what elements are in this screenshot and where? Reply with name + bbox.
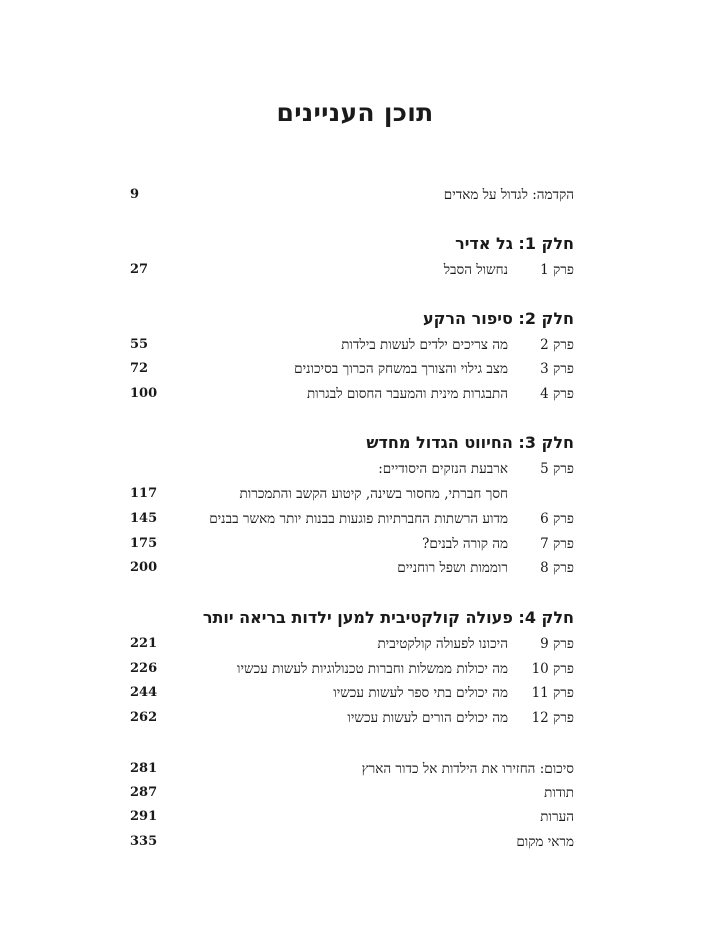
toc-entry-text: רוממות ושפל רוחניים — [397, 560, 508, 576]
toc-entry-text: ארבעת הנזקים היסודיים: — [378, 461, 508, 477]
toc-page-number: 117 — [130, 486, 158, 501]
toc-page-number: 55 — [130, 337, 149, 352]
toc-entry-text: מה יכולים הורים לעשות עכשיו — [347, 710, 508, 726]
chapter-label: פרק 9 — [540, 636, 574, 652]
toc-page-number: 226 — [130, 661, 158, 676]
toc-entry-references[interactable] — [130, 831, 574, 853]
part-heading-2[interactable]: חלק 2: סיפור הרקע — [422, 309, 574, 328]
chapter-label: פרק 2 — [540, 337, 574, 353]
toc-entry-chapter-3[interactable] — [130, 358, 574, 380]
part-heading-1[interactable]: חלק 1: גל אדיר — [455, 234, 574, 253]
toc-entry-text: הקדמה: לגדול על מאדים — [443, 187, 574, 203]
toc-entry-chapter-8[interactable] — [130, 557, 574, 579]
toc-entry-notes[interactable] — [130, 806, 574, 828]
toc-entry-chapter-5[interactable] — [134, 458, 574, 480]
toc-page-number: 72 — [130, 361, 149, 376]
toc-page-number: 145 — [130, 511, 158, 526]
chapter-label: פרק 7 — [540, 536, 574, 552]
chapter-label: פרק 6 — [540, 511, 574, 527]
toc-page-number: 287 — [130, 785, 158, 800]
toc-page-number: 335 — [130, 834, 158, 849]
toc-page-number: 262 — [130, 710, 158, 725]
toc-page-number: 100 — [130, 386, 158, 401]
toc-entry-chapter-4[interactable] — [130, 383, 574, 405]
toc-entry-text: מה קורה לבנים? — [422, 536, 508, 552]
toc-entry-chapter-7[interactable] — [130, 533, 574, 555]
toc-entry-acknowledgments[interactable] — [130, 782, 574, 804]
toc-entry-chapter-1[interactable] — [130, 259, 574, 281]
toc-entry-text: סיכום: החזירו את הילדות אל כדור הארץ — [361, 761, 574, 777]
toc-entry-chapter-10[interactable] — [130, 658, 574, 680]
toc-entry-intro[interactable] — [130, 184, 574, 206]
toc-entry-text: תודות — [544, 785, 574, 801]
toc-entry-chapter-6[interactable] — [130, 508, 574, 530]
toc-page-number: 175 — [130, 536, 158, 551]
toc-page-number: 9 — [130, 187, 140, 202]
chapter-label: פרק 12 — [531, 710, 574, 726]
toc-page-number: 244 — [130, 685, 158, 700]
chapter-label: פרק 8 — [540, 560, 574, 576]
toc-entry-chapter-2[interactable] — [130, 334, 574, 356]
toc-entry-chapter-11[interactable] — [130, 682, 574, 704]
toc-entry-text: נחשול הסבל — [443, 262, 508, 278]
toc-entry-chapter-9[interactable] — [130, 633, 574, 655]
toc-page-number: 281 — [130, 761, 158, 776]
page-title: תוכן העניינים — [276, 98, 434, 127]
part-heading-3[interactable]: חלק 3: החיווט הגדול מחדש — [366, 433, 574, 452]
toc-entry-text: התבגרות מינית והמעבר החסום לבגרות — [306, 386, 508, 402]
chapter-label: פרק 5 — [540, 461, 574, 477]
toc-entry-text: היכונו לפעולה קולקטיבית — [377, 636, 508, 652]
toc-entry-text: מדוע הרשתות החברתיות פוגעות בבנות יותר מאשר בבנים — [209, 511, 508, 527]
toc-page-number: 221 — [130, 636, 158, 651]
chapter-label: פרק 3 — [540, 361, 574, 377]
toc-entry-text: הערות — [540, 809, 574, 825]
toc-entry-chapter-5-continued[interactable] — [130, 483, 574, 505]
toc-entry-text: מצב גילוי והצורך במשחק הכרוך בסיכונים — [294, 361, 508, 377]
toc-entry-text: מה יכולים בתי ספר לעשות עכשיו — [333, 685, 508, 701]
chapter-label: פרק 11 — [531, 685, 574, 701]
toc-entry-text: מה צריכים ילדים לעשות בילדות — [341, 337, 508, 353]
toc-page-number: 291 — [130, 809, 158, 824]
toc-entry-text: מראי מקום — [516, 834, 574, 850]
part-heading-4[interactable]: חלק 4: פעולה קולקטיבית למען ילדות בריאה יותר — [202, 608, 574, 627]
toc-entry-chapter-12[interactable] — [130, 707, 574, 729]
toc-page-number: 27 — [130, 262, 149, 277]
chapter-label: פרק 10 — [531, 661, 574, 677]
toc-entry-summary[interactable] — [130, 758, 574, 780]
toc-page-number: 200 — [130, 560, 158, 575]
chapter-label: פרק 1 — [540, 262, 574, 278]
chapter-label: פרק 4 — [540, 386, 574, 402]
toc-entry-text-continued: חסך חברתי, מחסור בשינה, קיטוע הקשב והתמכרות — [239, 486, 508, 502]
toc-entry-text: מה יכולות ממשלות וחברות טכנולוגיות לעשות עכשיו — [237, 661, 508, 677]
